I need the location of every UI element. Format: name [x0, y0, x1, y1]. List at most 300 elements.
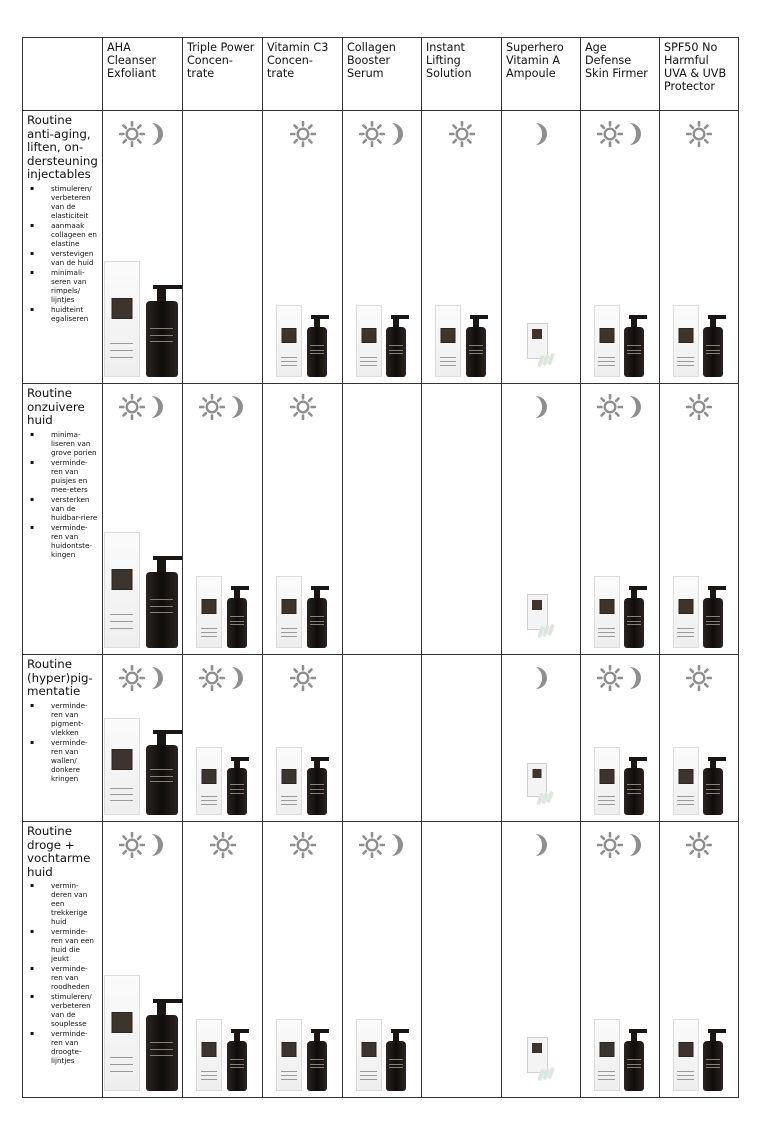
usage-cell	[660, 384, 739, 655]
product-image	[502, 763, 580, 809]
box-logo-square	[599, 599, 614, 614]
routine-title-line: huid	[27, 413, 53, 427]
bottle-label-line	[150, 335, 172, 336]
bottle-body	[703, 598, 723, 648]
usage-icons	[502, 394, 580, 420]
product-box	[356, 305, 382, 377]
moon-icon	[148, 832, 166, 858]
usage-cell	[343, 384, 422, 655]
box-logo-square	[361, 1042, 376, 1057]
box-text-line	[677, 361, 694, 362]
sun-icon	[597, 394, 623, 420]
product-bottle	[142, 285, 182, 377]
bottle-pump-neck	[473, 319, 479, 327]
bottle-label-line	[627, 353, 641, 354]
box-text-line	[281, 1075, 298, 1076]
box-text-line	[110, 343, 134, 344]
benefit-item: ▪ verminde-ren van huidontste-kingen	[27, 523, 98, 559]
product-box	[196, 1019, 222, 1091]
bottle-pump-neck	[234, 761, 240, 768]
bottle-pump-neck	[157, 734, 166, 745]
product-image	[660, 576, 738, 648]
box-text-line	[281, 628, 298, 629]
bottle-body	[227, 1041, 247, 1091]
box-text-line	[281, 632, 298, 633]
bottle-body	[227, 768, 247, 815]
routine-title-line: Routine	[27, 386, 72, 400]
routine-title	[27, 387, 98, 428]
moon-icon	[228, 665, 246, 691]
box-logo-square	[111, 1012, 132, 1033]
bottle-label-line	[706, 345, 720, 346]
bottle-label-line	[627, 789, 641, 790]
bottle-body	[307, 327, 327, 377]
usage-icons	[103, 394, 182, 420]
box-logo-square	[282, 599, 297, 614]
routine-row	[23, 655, 739, 822]
moon-icon	[626, 832, 644, 858]
usage-icons	[660, 665, 738, 691]
bottle-pump-neck	[393, 319, 399, 327]
routine-title-line: dersteuning	[27, 153, 98, 168]
bottle-label-line	[310, 353, 324, 354]
usage-cell	[103, 111, 183, 384]
product-image	[263, 747, 342, 815]
bottle-pump-neck	[631, 1033, 637, 1041]
product-image	[103, 261, 182, 377]
bottle-label-line	[150, 606, 172, 607]
bottle-label-line	[310, 1059, 324, 1060]
bottle-pump-neck	[710, 319, 716, 327]
bottle-label-line	[389, 1064, 403, 1065]
moon-icon	[228, 394, 246, 420]
usage-cell	[502, 655, 581, 822]
box-text-line	[440, 357, 457, 358]
usage-cell	[422, 822, 502, 1098]
sun-icon	[449, 121, 475, 147]
product-image	[103, 532, 182, 648]
product-box	[673, 576, 699, 648]
bottle-pump-neck	[710, 1033, 716, 1041]
box-text-line	[281, 800, 298, 801]
ampoule-logo-square	[532, 600, 542, 610]
usage-icons	[103, 121, 182, 147]
benefit-list	[27, 184, 98, 323]
column-header-line: Concen-	[267, 54, 313, 67]
column-header-line: Lifting	[426, 54, 461, 67]
usage-cell	[343, 822, 422, 1098]
box-logo-square	[202, 769, 217, 784]
bottle-label-line	[627, 1059, 641, 1060]
box-logo-square	[599, 769, 614, 784]
usage-icons	[183, 832, 262, 858]
column-header-line: Serum	[347, 67, 384, 80]
routine-title-line: droge +	[27, 837, 75, 852]
box-text-line	[360, 361, 377, 362]
box-text-line	[598, 628, 615, 629]
moon-icon	[532, 121, 550, 147]
bottle-label-line	[230, 1059, 244, 1060]
product-bottle	[304, 586, 329, 648]
bottle-label-line	[706, 616, 720, 617]
box-text-line	[110, 350, 134, 351]
column-header-line: Instant	[426, 41, 465, 54]
box-text-line	[110, 788, 134, 789]
usage-icons	[103, 665, 182, 691]
product-bottle	[142, 999, 182, 1091]
bottle-label-line	[150, 599, 172, 600]
box-text-line	[677, 636, 694, 637]
box-text-line	[598, 365, 615, 366]
sun-icon	[199, 665, 225, 691]
box-text-line	[281, 1079, 298, 1080]
product-image	[581, 305, 659, 377]
usage-cell	[422, 384, 502, 655]
product-box	[594, 747, 620, 815]
usage-cell	[183, 111, 263, 384]
routine-row	[23, 822, 739, 1098]
product-box	[673, 747, 699, 815]
bottle-body	[624, 327, 644, 377]
box-logo-square	[282, 769, 297, 784]
routine-title	[27, 114, 98, 182]
box-text-line	[281, 365, 298, 366]
product-box	[104, 532, 140, 648]
box-logo-square	[202, 599, 217, 614]
product-box	[276, 747, 302, 815]
product-bottle	[463, 315, 488, 377]
box-text-line	[677, 804, 694, 805]
benefit-item: ▪ huidteint egaliseren	[27, 305, 98, 323]
bottle-label-line	[389, 345, 403, 346]
bottle-body	[624, 598, 644, 648]
product-image	[660, 305, 738, 377]
box-text-line	[201, 1075, 218, 1076]
usage-cell	[502, 384, 581, 655]
bottle-pump-neck	[234, 590, 240, 598]
bottle-label-line	[310, 793, 324, 794]
column-header-line: Collagen	[347, 41, 396, 54]
product-box	[104, 718, 140, 815]
box-text-line	[598, 357, 615, 358]
product-bottle	[142, 730, 182, 815]
box-text-line	[360, 1075, 377, 1076]
bottle-label-line	[230, 793, 244, 794]
usage-icons	[502, 832, 580, 858]
box-text-line	[598, 632, 615, 633]
bottle-label-line	[627, 793, 641, 794]
usage-icons	[660, 121, 738, 147]
ampoule-pack	[524, 1037, 559, 1085]
moon-icon	[388, 121, 406, 147]
column-header	[343, 38, 422, 111]
usage-cell	[581, 384, 660, 655]
box-text-line	[677, 628, 694, 629]
bottle-label-line	[389, 1059, 403, 1060]
usage-cell	[581, 655, 660, 822]
bottle-label-line	[627, 345, 641, 346]
bottle-pump-neck	[314, 590, 320, 598]
moon-icon	[388, 832, 406, 858]
bottle-label-line	[389, 353, 403, 354]
sun-icon	[199, 394, 225, 420]
usage-cell	[183, 655, 263, 822]
bottle-body	[386, 1041, 406, 1091]
benefit-list	[27, 701, 98, 783]
bottle-label-line	[706, 353, 720, 354]
product-box	[104, 261, 140, 377]
box-text-line	[281, 804, 298, 805]
product-bottle	[622, 315, 647, 377]
usage-cell	[422, 655, 502, 822]
routine-title-line: Routine	[27, 113, 72, 127]
product-bottle	[224, 1029, 249, 1091]
usage-cell	[343, 655, 422, 822]
product-bottle	[384, 1029, 409, 1091]
product-image	[183, 1019, 262, 1091]
box-logo-square	[361, 328, 376, 343]
bottle-body	[703, 327, 723, 377]
sun-icon	[597, 121, 623, 147]
bottle-label-line	[230, 784, 244, 785]
benefit-item: ▪ stimuleren/ verbeteren van de souplesse	[27, 992, 98, 1028]
product-box	[104, 975, 140, 1091]
box-logo-square	[599, 328, 614, 343]
column-header	[581, 38, 660, 111]
bottle-label-line	[706, 1067, 720, 1068]
column-header-line: Exfoliant	[107, 67, 157, 80]
product-bottle	[304, 1029, 329, 1091]
benefit-item: ▪ minimali-seren van rimpels/ lijntjes	[27, 268, 98, 304]
sun-icon	[290, 832, 316, 858]
bottle-body	[624, 768, 644, 815]
box-logo-square	[678, 328, 693, 343]
routine-title-line: onzuivere	[27, 399, 85, 414]
bottle-label-line	[230, 616, 244, 617]
product-image	[502, 1037, 580, 1085]
moon-icon	[148, 394, 166, 420]
box-logo-square	[599, 1042, 614, 1057]
box-logo-square	[678, 1042, 693, 1057]
column-header-line: AHA	[107, 41, 131, 54]
bottle-body	[307, 768, 327, 815]
bottle-label-line	[706, 793, 720, 794]
product-box	[673, 305, 699, 377]
bottle-pump-neck	[314, 761, 320, 768]
product-bottle	[384, 315, 409, 377]
bottle-body	[146, 572, 178, 648]
sun-icon	[119, 394, 145, 420]
usage-icons	[263, 665, 342, 691]
bottle-body	[466, 327, 486, 377]
usage-icons	[103, 832, 182, 858]
box-text-line	[281, 357, 298, 358]
box-logo-square	[111, 569, 132, 590]
benefit-item: ▪ verminde-ren van puisjes en mee-eters	[27, 458, 98, 494]
box-text-line	[677, 632, 694, 633]
benefit-list	[27, 430, 98, 559]
product-bottle	[622, 586, 647, 648]
routine-title	[27, 658, 98, 699]
product-image	[343, 305, 421, 377]
column-header-line: Triple Power	[187, 41, 255, 54]
product-box	[196, 747, 222, 815]
product-bottle	[304, 757, 329, 815]
usage-icons	[502, 665, 580, 691]
bottle-label-line	[150, 1049, 172, 1050]
product-bottle	[142, 556, 182, 648]
routine-title	[27, 825, 98, 879]
routine-label	[23, 384, 103, 655]
column-header-line: SPF50 No	[664, 41, 718, 54]
sun-icon	[290, 665, 316, 691]
bottle-pump-neck	[234, 1033, 240, 1041]
benefit-item: ▪ verminde-ren van droogte-lijntjes	[27, 1029, 98, 1065]
product-box	[594, 1019, 620, 1091]
product-box	[356, 1019, 382, 1091]
bottle-label-line	[469, 350, 483, 351]
bottle-label-line	[150, 776, 172, 777]
routine-label	[23, 822, 103, 1098]
column-header-line: UVA & UVB	[664, 67, 727, 80]
bottle-label-line	[310, 624, 324, 625]
sun-icon	[686, 665, 712, 691]
routine-title-line: vochtarme	[27, 851, 91, 865]
bottle-label-line	[310, 621, 324, 622]
product-image	[422, 305, 501, 377]
box-text-line	[110, 621, 134, 622]
usage-cell	[422, 111, 502, 384]
box-text-line	[677, 1079, 694, 1080]
product-bottle	[622, 1029, 647, 1091]
column-header	[502, 38, 581, 111]
box-text-line	[677, 796, 694, 797]
usage-cell	[183, 384, 263, 655]
usage-icons	[263, 832, 342, 858]
box-text-line	[360, 365, 377, 366]
usage-icons	[581, 832, 659, 858]
product-bottle	[701, 757, 726, 815]
benefit-item: ▪ verminde-ren van een huid die jeukt	[27, 927, 98, 963]
box-text-line	[201, 796, 218, 797]
box-text-line	[201, 632, 218, 633]
box-text-line	[360, 1071, 377, 1072]
box-text-line	[598, 636, 615, 637]
product-image	[502, 594, 580, 642]
ampoule-card	[527, 594, 548, 630]
bottle-label-line	[627, 784, 641, 785]
usage-cell	[183, 822, 263, 1098]
product-image	[660, 747, 738, 815]
bottle-body	[146, 301, 178, 377]
product-image	[103, 718, 182, 815]
box-text-line	[598, 1071, 615, 1072]
bottle-label-line	[469, 353, 483, 354]
routine-label	[23, 111, 103, 384]
bottle-label-line	[150, 781, 172, 782]
moon-icon	[532, 832, 550, 858]
sun-icon	[597, 665, 623, 691]
box-text-line	[110, 614, 134, 615]
bottle-pump-neck	[157, 1003, 166, 1015]
product-box	[673, 1019, 699, 1091]
usage-cell	[103, 822, 183, 1098]
usage-icons	[422, 121, 501, 147]
product-bottle	[224, 586, 249, 648]
usage-cell	[263, 655, 343, 822]
bottle-pump-neck	[631, 319, 637, 327]
box-text-line	[110, 1064, 134, 1065]
usage-icons	[581, 121, 659, 147]
bottle-pump-neck	[631, 590, 637, 598]
bottle-pump-neck	[314, 319, 320, 327]
usage-cell	[263, 384, 343, 655]
box-text-line	[598, 804, 615, 805]
product-box	[196, 576, 222, 648]
usage-cell	[263, 111, 343, 384]
bottle-label-line	[706, 1064, 720, 1065]
bottle-label-line	[310, 345, 324, 346]
routine-title-line: Routine	[27, 824, 72, 838]
sun-icon	[597, 832, 623, 858]
moon-icon	[148, 121, 166, 147]
usage-icons	[581, 665, 659, 691]
bottle-pump-neck	[710, 761, 716, 768]
bottle-pump-neck	[393, 1033, 399, 1041]
box-text-line	[677, 357, 694, 358]
ampoule-pack	[524, 594, 559, 642]
column-header-line: Defense	[585, 54, 632, 67]
bottle-label-line	[310, 616, 324, 617]
box-logo-square	[111, 298, 132, 319]
column-header-line: Solution	[426, 67, 472, 80]
benefit-item: ▪ minima-liseren van grove porien	[27, 430, 98, 457]
box-logo-square	[441, 328, 456, 343]
usage-cell	[502, 111, 581, 384]
product-image	[183, 576, 262, 648]
usage-cell	[343, 111, 422, 384]
bottle-label-line	[310, 1064, 324, 1065]
product-bottle	[701, 315, 726, 377]
box-text-line	[201, 1079, 218, 1080]
box-text-line	[281, 361, 298, 362]
bottle-label-line	[706, 621, 720, 622]
box-text-line	[281, 636, 298, 637]
bottle-label-line	[706, 350, 720, 351]
benefit-item: ▪ verminde-ren van wallen/ donkere kringen	[27, 738, 98, 783]
column-header-line: Concen-	[187, 54, 233, 67]
box-text-line	[281, 796, 298, 797]
box-logo-square	[282, 1042, 297, 1057]
product-box	[276, 305, 302, 377]
box-text-line	[440, 361, 457, 362]
bottle-label-line	[310, 784, 324, 785]
bottle-body	[146, 1015, 178, 1091]
product-image	[183, 747, 262, 815]
box-text-line	[360, 357, 377, 358]
usage-cell	[103, 384, 183, 655]
usage-icons	[183, 394, 262, 420]
bottle-label-line	[150, 1055, 172, 1056]
box-text-line	[201, 800, 218, 801]
bottle-pump-neck	[314, 1033, 320, 1041]
benefit-item: ▪ stimuleren/ verbeteren van de elasticiteit	[27, 184, 98, 220]
routine-title-line: Routine	[27, 657, 72, 671]
column-header	[183, 38, 263, 111]
ampoule-logo-square	[532, 1043, 542, 1053]
box-text-line	[201, 1071, 218, 1072]
sun-icon	[686, 394, 712, 420]
